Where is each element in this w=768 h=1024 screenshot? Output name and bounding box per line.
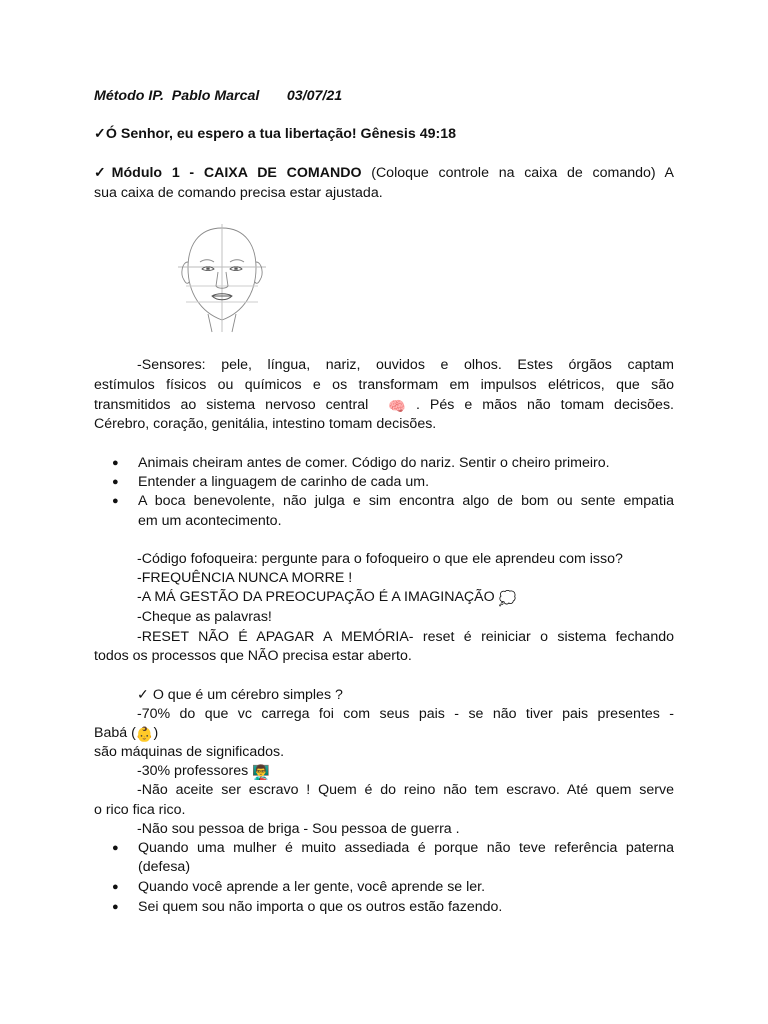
brain-line: -70% do que vc carrega foi com seus pais - se não tiver pais presentes - <box>137 706 674 722</box>
document-header <box>94 87 674 107</box>
sensores-text: transmitidos ao sistema nervoso central <box>94 397 369 413</box>
brain-line: são máquinas de significados. <box>94 744 285 760</box>
check-icon: ✓ <box>94 165 112 181</box>
module-line-1 <box>94 164 674 184</box>
brain-question: ✓ O que é um cérebro simples ? <box>137 687 343 703</box>
check-icon: ✓ <box>94 126 106 142</box>
note-line: todos os processos que NÃO precisa estar aberto. <box>94 648 412 664</box>
header-author: Pablo Marcal <box>171 88 260 104</box>
bullet-icon: ● <box>112 457 119 469</box>
sensores-text-cont: . Pés e mãos não tomam decisões. <box>415 397 674 413</box>
brain-icon: 🧠 <box>388 399 406 415</box>
verse-line <box>94 125 674 145</box>
module-title: Módulo 1 - CAIXA DE COMANDO <box>111 165 362 181</box>
bullet-icon: ● <box>112 476 119 488</box>
bullet-icon: ● <box>112 495 119 507</box>
brain-line: -Não sou pessoa de briga - Sou pessoa de guerra . <box>137 821 460 837</box>
brain-line: o rico fica rico. <box>94 802 186 818</box>
thought-balloon-icon: 💭 <box>498 591 517 607</box>
header-title: Método IP. <box>94 88 164 104</box>
verse-text: Ó Senhor, eu espero a tua libertação! Gênesis 49:18 <box>105 126 456 142</box>
note-line: -Código fofoqueira: pergunte para o fofoqueiro o que ele aprendeu com isso? <box>137 551 623 567</box>
face-sketch-image <box>172 222 272 334</box>
brain-line: Babá (👶) <box>94 724 674 746</box>
bullet-icon: ● <box>112 901 119 913</box>
sensores-line-2: estímulos físicos ou químicos e os transformam em impulsos elétricos, que são <box>94 377 674 393</box>
brain-line: -Não aceite ser escravo ! Quem é do reino não tem escravo. Até quem serve <box>137 782 674 798</box>
bullet-icon: ● <box>112 881 119 893</box>
note-line: -Cheque as palavras! <box>137 609 272 625</box>
sensores-line-1: -Sensores: pele, língua, nariz, ouvidos e olhos. Estes órgãos captam <box>137 357 674 373</box>
module-desc: (Coloque controle na caixa de comando) A <box>361 165 675 181</box>
bullet-icon: ● <box>112 842 119 854</box>
module-line-2: sua caixa de comando precisa estar ajustada. <box>94 185 383 201</box>
teacher-icon: 👨‍🏫 <box>252 765 270 781</box>
brain-line: -30% professores 👨‍🏫 <box>94 762 674 784</box>
note-line: -A MÁ GESTÃO DA PREOCUPAÇÃO É A IMAGINAÇÃO 💭 <box>94 588 674 610</box>
sensores-line-4: Cérebro, coração, genitália, intestino tomam decisões. <box>94 416 437 432</box>
note-line: -FREQUÊNCIA NUNCA MORRE ! <box>137 570 353 586</box>
note-line: -RESET NÃO É APAGAR A MEMÓRIA- reset é reiniciar o sistema fechando <box>137 629 674 645</box>
header-date: 03/07/21 <box>286 88 343 104</box>
baby-icon: 👶 <box>135 727 154 743</box>
